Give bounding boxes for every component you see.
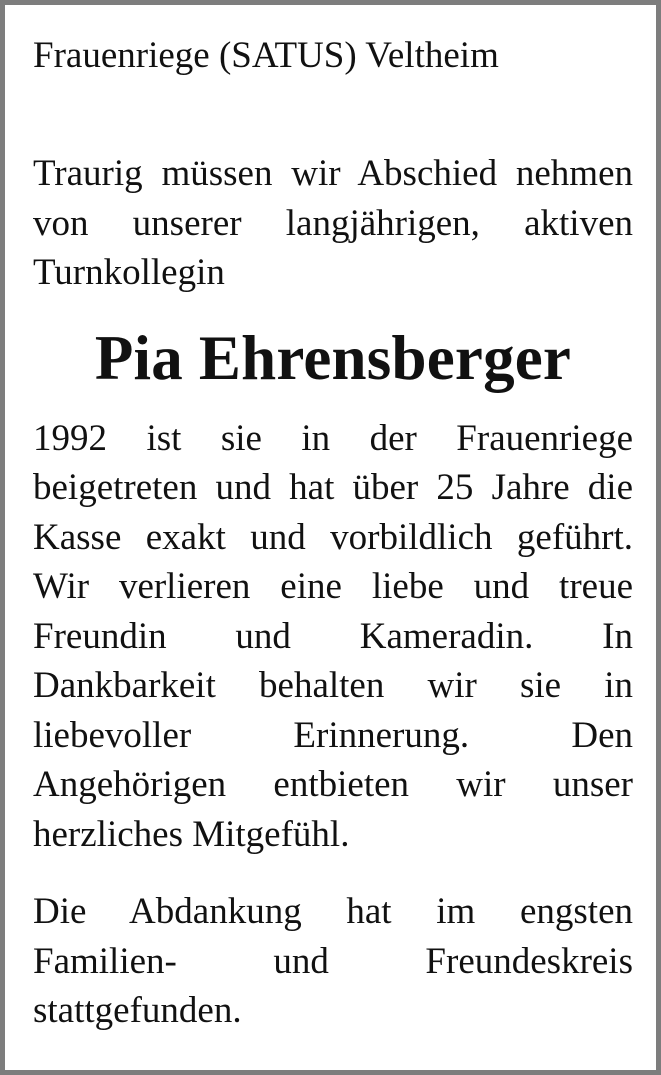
deceased-name: Pia Ehrensberger [94,322,572,393]
tribute-paragraph: 1992 ist sie in der Frauenriege beigetreten und hat über 25 Jahre die Kasse exakt und vorbildlich geführt. Wir verlieren eine liebe und treue Freundin und Kameradin. In Dankbarkeit behalten wir sie in liebevoller Erinnerung. Den Angehörigen entbieten wir unser herzliches Mitgefühl. [33,417,633,855]
club-name: Frauenriege (SATUS) Veltheim [33,35,499,76]
intro-paragraph: Traurig müssen wir Abschied nehmen von unserer langjährigen, aktiven Turnkollegin [33,153,633,293]
funeral-paragraph: Die Abdankung hat im engsten Familien- und Freundeskreis stattgefunden. [33,891,633,1031]
notice-content [33,33,633,1036]
